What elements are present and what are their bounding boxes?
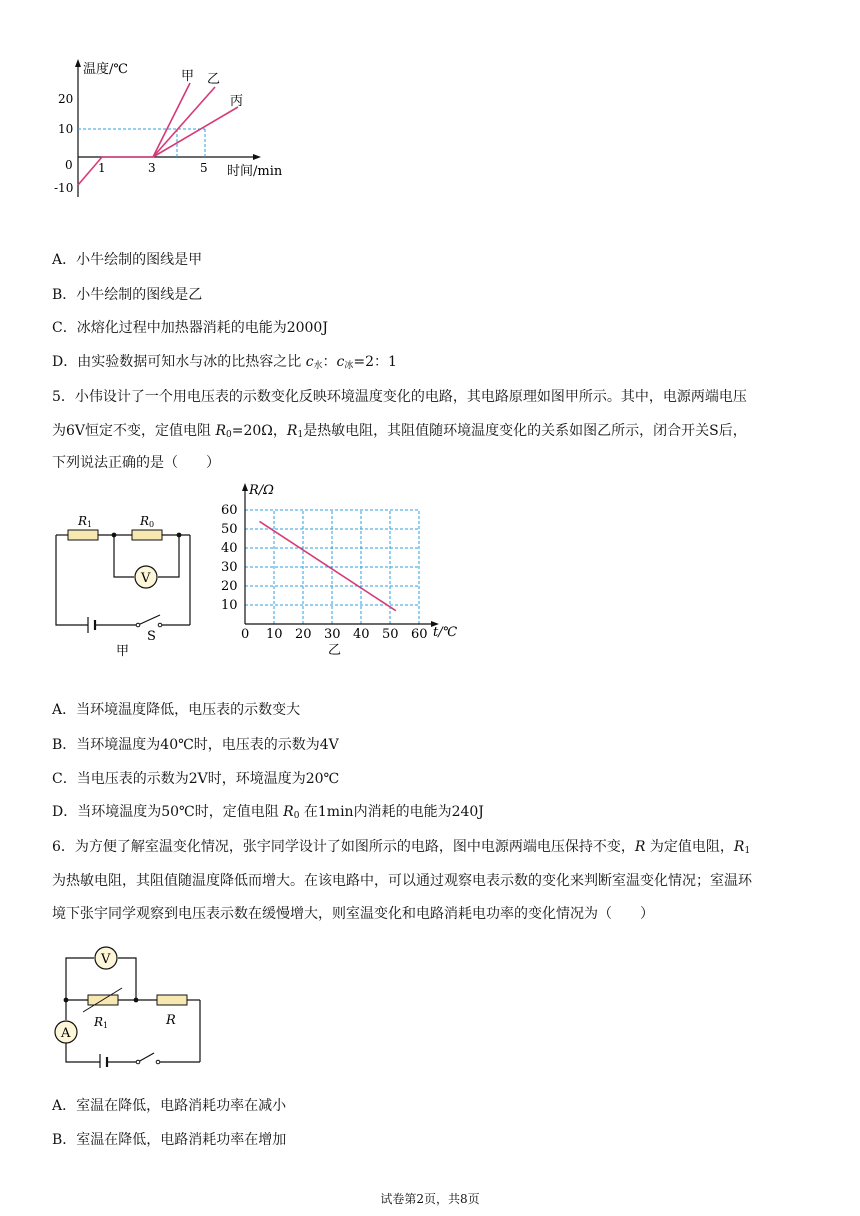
page-footer: 试卷第2页，共8页 [380, 1192, 480, 1206]
temperature-time-graph [45, 55, 295, 215]
svg-text:R1: R1 [78, 514, 93, 529]
resistor-r-label: R [166, 1013, 176, 1028]
q6-stem-line3: 境下张宇同学观察到电压表示数在缓慢增大，则室温变化和电路消耗电功率的变化情况为（ ） [52, 906, 654, 922]
y-tick: 20 [58, 92, 74, 106]
x-axis-label: 时间/min [227, 164, 283, 179]
q4-option-d: D．由实验数据可知水与冰的比热容之比 $c_水$：$c_冰=2$：1 [52, 354, 397, 371]
resistance-temperature-chart [215, 478, 470, 658]
svg-text:R1: R1 [94, 1015, 109, 1030]
x-tick: 1 [98, 161, 106, 175]
resistor-r1 [68, 530, 98, 540]
q4-option-b: B．小牛绘制的图线是乙 [52, 287, 203, 303]
label-jia: 甲 [181, 69, 195, 84]
label-bing: 丙 [230, 94, 244, 109]
q5-stem-line3: 下列说法正确的是（ ） [52, 455, 220, 471]
q5-stem-line2: 为6V恒定不变，定值电阻 $R_0=20\Omega$，$R_1$是热敏电阻，其阻值随环境温度变化的关系如图乙所示，闭合开关S后， [52, 423, 747, 440]
ammeter-label: A [61, 1026, 71, 1041]
q5-option-b: B．当环境温度为40℃时，电压表的示数为4V [52, 737, 339, 753]
y-axis-label: R/Ω [249, 483, 274, 498]
q6-stem-line2: 为热敏电阻，其阻值随温度降低而增大。在该电路中，可以通过观察电表示数的变化来判断室温变化情况；室温环 [52, 873, 752, 889]
x-tick-label: 60 [411, 627, 428, 642]
y-tick: 0 [65, 158, 73, 172]
switch-label: S [147, 629, 156, 644]
x-tick-label: 20 [295, 627, 312, 642]
voltmeter-label: V [101, 952, 111, 967]
resistor-r0 [132, 530, 162, 540]
q5-option-c: C．当电压表的示数为2V时，环境温度为20℃ [52, 771, 340, 787]
svg-text:R0: R0 [140, 514, 155, 529]
label-yi: 乙 [207, 72, 221, 87]
x-tick-label: 50 [382, 627, 399, 642]
y-tick-label: 60 [221, 503, 238, 518]
y-tick: 10 [58, 122, 74, 136]
q6-stem-line1: 6．为方便了解室温变化情况，张宇同学设计了如图所示的电路，图中电源两端电压保持不变，R 为定值电阻，$R_1$ [52, 839, 751, 856]
curve-common [78, 157, 153, 185]
y-axis-label: 温度/℃ [83, 62, 128, 77]
y-tick-label: 10 [221, 598, 238, 613]
circuit-diagram-jia [48, 505, 198, 660]
resistor-r [157, 995, 187, 1005]
voltmeter-label: V [141, 571, 151, 586]
curve-yi [153, 87, 215, 157]
y-tick-label: 50 [221, 522, 238, 537]
x-tick-label: 0 [241, 627, 250, 642]
circuit-diagram-q6 [50, 938, 210, 1068]
q5-stem-line1: 5．小伟设计了一个用电压表的示数变化反映环境温度变化的电路，其电路原理如图甲所示。其中，电源两端电压 [52, 389, 747, 405]
series-line [260, 521, 396, 610]
y-tick: -10 [54, 181, 74, 195]
x-axis-label: t/℃ [433, 625, 458, 640]
q6-option-b: B．室温在降低，电路消耗功率在增加 [52, 1132, 287, 1148]
q4-option-c: C．冰熔化过程中加热器消耗的电能为2000J [52, 320, 328, 336]
x-tick-label: 10 [266, 627, 283, 642]
q5-option-d: D．当环境温度为50℃时，定值电阻 $R_0$ 在1min内消耗的电能为240J [52, 804, 484, 821]
y-tick-label: 20 [221, 579, 238, 594]
x-tick: 5 [200, 161, 208, 175]
caption-jia: 甲 [116, 644, 130, 659]
q5-option-a: A．当环境温度降低，电压表的示数变大 [52, 702, 301, 718]
x-tick-label: 40 [353, 627, 370, 642]
y-tick-label: 30 [221, 560, 238, 575]
x-tick-label: 30 [324, 627, 341, 642]
x-tick: 3 [148, 161, 156, 175]
q4-option-a: A．小牛绘制的图线是甲 [52, 252, 203, 268]
y-tick-label: 40 [221, 541, 238, 556]
caption-yi: 乙 [328, 643, 342, 658]
q6-option-a: A．室温在降低，电路消耗功率在减小 [52, 1098, 287, 1114]
